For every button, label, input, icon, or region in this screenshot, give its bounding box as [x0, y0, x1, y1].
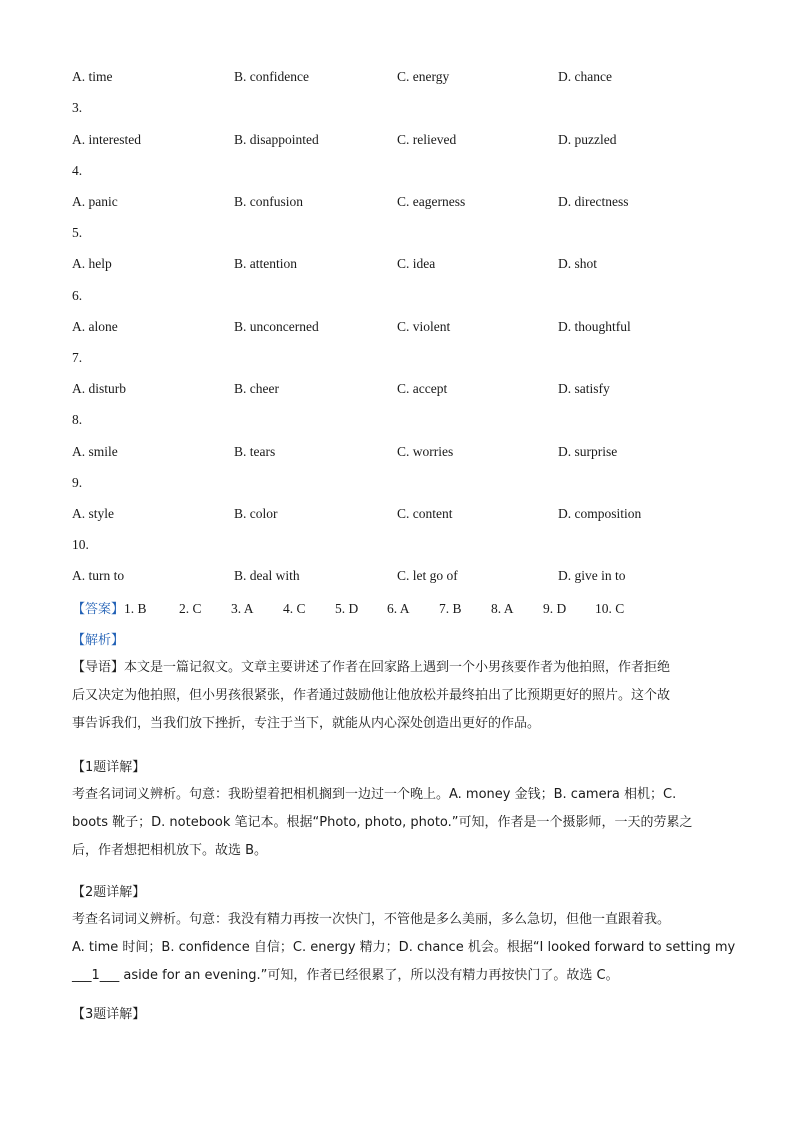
option-b: B. confusion	[234, 194, 303, 209]
option-b: B. cheer	[234, 381, 279, 396]
options-row-q9	[0, 506, 794, 526]
option-b: B. color	[234, 506, 278, 521]
analysis-heading: 【解析】	[72, 633, 125, 648]
option-c: C. relieved	[397, 132, 457, 147]
options-row-q3	[0, 132, 794, 152]
option-b: B. deal with	[234, 568, 300, 583]
guide-paragraph	[72, 654, 722, 738]
option-c: C. eagerness	[397, 194, 466, 209]
q1-line: 考查名词词义辨析。句意：我盼望着把相机搁到一边过一个晚上。A. money 金钱；B. camera 相机；C.	[72, 787, 677, 802]
option-a: A. style	[72, 506, 114, 521]
question-number: 10.	[72, 537, 89, 552]
answer-item: 3. A	[231, 601, 254, 616]
q1-line: 后，作者想把相机放下。故选 B。	[72, 843, 268, 858]
option-d: D. chance	[558, 69, 612, 84]
option-a: A. turn to	[72, 568, 125, 583]
q3-heading: 【3题详解】	[72, 1007, 146, 1022]
answer-item: 5. D	[335, 601, 359, 616]
question-number: 5.	[72, 225, 83, 240]
q2-explanation	[72, 906, 736, 990]
option-b: B. disappointed	[234, 132, 319, 147]
option-c: C. violent	[397, 319, 451, 334]
option-c: C. energy	[397, 69, 450, 84]
option-a: A. panic	[72, 194, 118, 209]
options-row-q2	[0, 69, 794, 89]
options-row-q10	[0, 568, 794, 588]
q2-line: 考查名词词义辨析。句意：我没有精力再按一次快门，不管他是多么美丽，多么急切，但他一直跟着我。	[72, 912, 671, 927]
option-d: D. composition	[558, 506, 642, 521]
answer-item: 8. A	[491, 601, 514, 616]
option-a: A. interested	[72, 132, 141, 147]
answer-item: 2. C	[179, 601, 202, 616]
guide-line: 后又决定为他拍照，但小男孩很紧张，作者通过鼓励他让他放松并最终拍出了比预期更好的照片。这个故	[72, 688, 671, 703]
option-c: C. accept	[397, 381, 448, 396]
options-row-q4	[0, 194, 794, 214]
answer-item: 7. B	[439, 601, 462, 616]
option-d: D. thoughtful	[558, 319, 631, 334]
option-b: B. unconcerned	[234, 319, 319, 334]
option-d: D. shot	[558, 256, 598, 271]
options-row-q8	[0, 444, 794, 464]
q2-heading: 【2题详解】	[72, 885, 146, 900]
q2-line: A. time 时间；B. confidence 自信；C. energy 精力；D. chance 机会。根据“I looked forward to setting my	[72, 940, 736, 955]
option-b: B. tears	[234, 444, 276, 459]
question-number: 3.	[72, 100, 83, 115]
question-number: 7.	[72, 350, 83, 365]
option-b: B. attention	[234, 256, 297, 271]
option-c: C. worries	[397, 444, 454, 459]
option-a: A. disturb	[72, 381, 126, 396]
answer-key	[72, 598, 624, 617]
option-d: D. satisfy	[558, 381, 610, 396]
option-a: A. time	[72, 69, 113, 84]
option-d: D. give in to	[558, 568, 626, 583]
option-b: B. confidence	[234, 69, 309, 84]
answer-item: 9. D	[543, 601, 567, 616]
option-d: D. directness	[558, 194, 629, 209]
option-d: D. puzzled	[558, 132, 617, 147]
q1-heading: 【1题详解】	[72, 760, 146, 775]
option-a: A. help	[72, 256, 112, 271]
question-number: 8.	[72, 412, 83, 427]
option-a: A. alone	[72, 319, 118, 334]
option-a: A. smile	[72, 444, 118, 459]
options-row-q6	[0, 319, 794, 339]
option-c: C. content	[397, 506, 453, 521]
answer-label: 【答案】	[72, 602, 125, 617]
answer-item: 4. C	[283, 601, 306, 616]
answer-item: 6. A	[387, 601, 410, 616]
q1-explanation	[72, 781, 722, 865]
options-row-q7	[0, 381, 794, 401]
option-c: C. idea	[397, 256, 436, 271]
q2-line: ___1___ aside for an evening.”可知，作者已经很累了，所以没有精力再按快门了。故选 C。	[72, 968, 619, 983]
guide-line: 事告诉我们，当我们放下挫折，专注于当下，就能从内心深处创造出更好的作品。	[72, 716, 541, 731]
guide-line: 【导语】本文是一篇记叙文。文章主要讲述了作者在回家路上遇到一个小男孩要作者为他拍照，作者拒绝	[72, 660, 671, 675]
answer-item: 1. B	[124, 601, 147, 616]
question-number: 4.	[72, 163, 83, 178]
question-number: 9.	[72, 475, 83, 490]
answer-item: 10. C	[595, 601, 625, 616]
question-number: 6.	[72, 288, 83, 303]
q1-line: boots 靴子；D. notebook 笔记本。根据“Photo, photo, photo.”可知，作者是一个摄影师，一天的劳累之	[72, 815, 693, 830]
option-c: C. let go of	[397, 568, 458, 583]
option-d: D. surprise	[558, 444, 618, 459]
options-row-q5	[0, 256, 794, 276]
